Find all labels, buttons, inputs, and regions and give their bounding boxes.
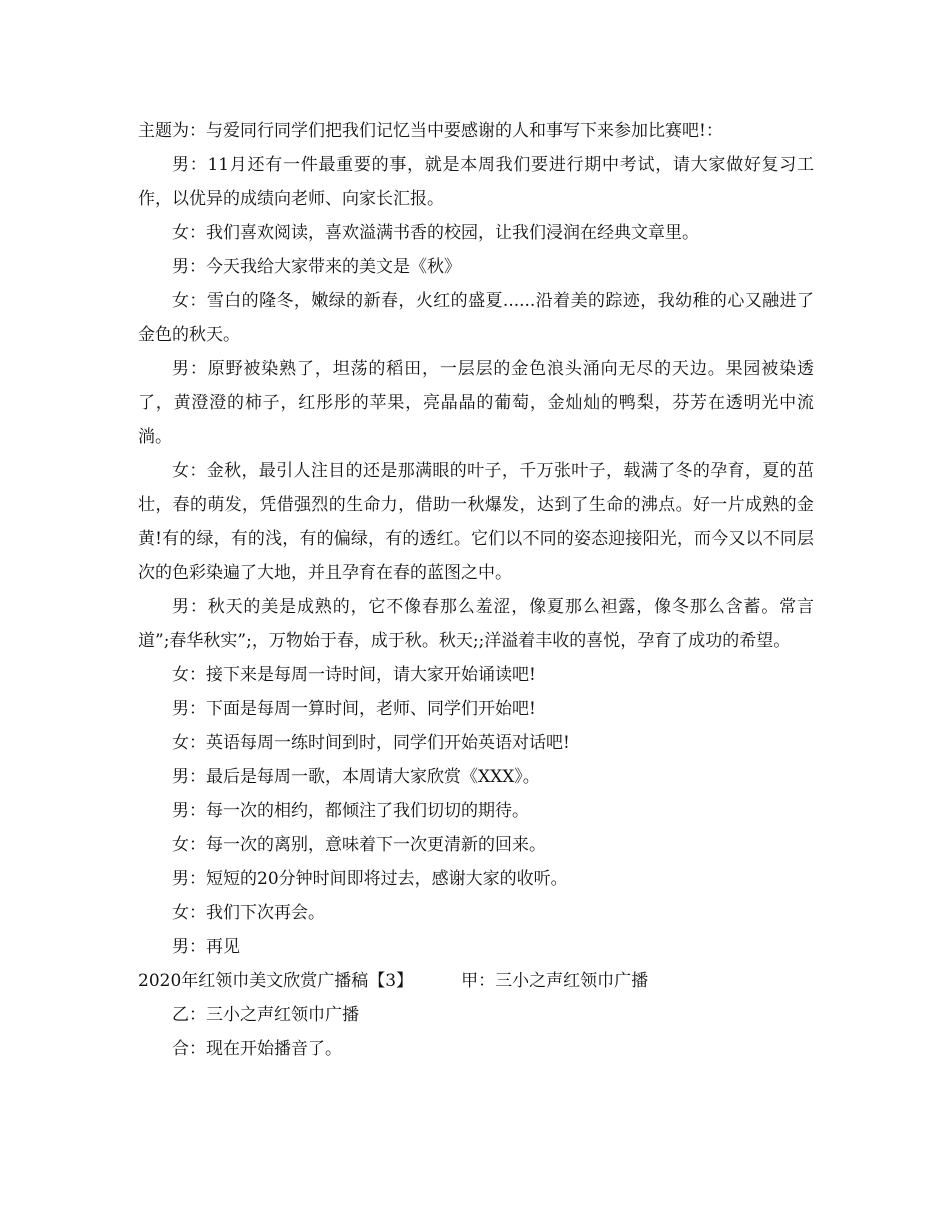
paragraph: 女：金秋，最引人注目的还是那满眼的叶子，千万张叶子，载满了冬的孕育，夏的茁壮，春的萌发，凭借强烈的生命力，借助一秋爆发，达到了生命的沸点。好一片成熟的金黄!有的绿，有的浅，有的偏绿，有的透红。它们以不同的姿态迎接阳光，而今又以不同层次的色彩染遍了大地，并且孕育在春的蓝图之中。: [138, 461, 814, 583]
paragraph: 男：每一次的相约，都倾注了我们切切的期待。: [172, 801, 529, 821]
paragraph: 男：最后是每周一歌，本周请大家欣赏《XXX》。: [172, 767, 540, 787]
paragraph: 男：短短的20分钟时间即将过去，感谢大家的收听。: [172, 869, 568, 889]
section-heading-line: [138, 964, 814, 998]
paragraph: 男：秋天的美是成熟的，它不像春那么羞涩，像夏那么袒露，像冬那么含蓄。常言道”;春华秋实”;，万物始于春，成于秋。秋天;;洋溢着丰收的喜悦，孕育了成功的希望。: [138, 597, 814, 651]
paragraph: 男：今天我给大家带来的美文是《秋》: [172, 257, 461, 277]
paragraph: 男：再见: [172, 937, 240, 957]
paragraph: 女：接下来是每周一诗时间，请大家开始诵读吧!: [172, 665, 536, 685]
paragraph: 女：我们下次再会。: [172, 903, 325, 923]
intro-line: 主题为：与爱同行同学们把我们记忆当中要感谢的人和事写下来参加比赛吧!：: [138, 121, 723, 141]
paragraph: 男：11月还有一件最重要的事，就是本周我们要进行期中考试，请大家做好复习工作，以优异的成绩向老师、向家长汇报。: [138, 155, 814, 209]
paragraph: 男：下面是每周一算时间，老师、同学们开始吧!: [172, 699, 536, 719]
section-title: 2020年红领巾美文欣赏广播稿【3】: [138, 971, 414, 991]
document-body: [138, 114, 814, 1066]
closing-line: 乙：三小之声红领巾广播: [172, 1005, 359, 1025]
paragraph: 女：我们喜欢阅读，喜欢溢满书香的校园，让我们浸润在经典文章里。: [172, 223, 699, 243]
closing-line: 合：现在开始播音了。: [172, 1039, 342, 1059]
paragraph: 女：英语每周一练时间到时，同学们开始英语对话吧!: [172, 733, 570, 753]
paragraph: 男：原野被染熟了，坦荡的稻田，一层层的金色浪头涌向无尽的天边。果园被染透了，黄澄澄的柿子，红彤彤的苹果，亮晶晶的葡萄，金灿灿的鸭梨，芬芳在透明光中流淌。: [138, 359, 814, 447]
paragraph: 女：每一次的离别，意味着下一次更清新的回来。: [172, 835, 546, 855]
section-first-line: 甲：三小之声红领巾广播: [461, 971, 649, 991]
paragraph: 女：雪白的隆冬，嫩绿的新春，火红的盛夏......沿着美的踪迹，我幼稚的心又融进了金色的秋天。: [138, 291, 814, 345]
